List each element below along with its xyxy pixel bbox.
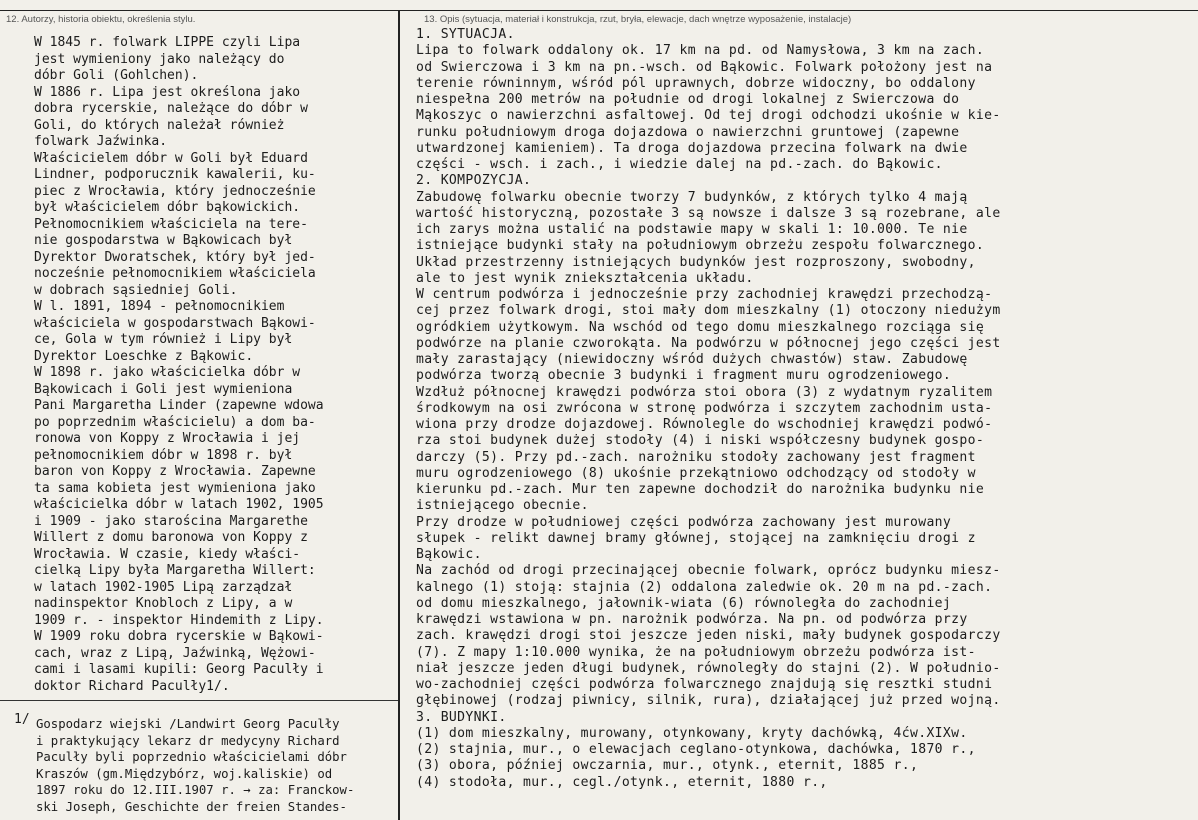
history-text-line: W 1845 r. folwark LIPPE czyli Lipa [34, 35, 301, 50]
description-column [416, 27, 1186, 791]
top-rule [0, 10, 1198, 11]
description-text-line: ale to jest wynik zniekształcenia układu. [416, 270, 754, 286]
history-text-line: Wrocławia. W czasie, kiedy właści- [34, 546, 301, 562]
history-text-line: ce, Gola w tym również i Lipy był [34, 332, 293, 347]
description-text-line: mały zarastający (niewidoczny wśród dużych chwastów) staw. Zabudowę [416, 352, 968, 367]
footnote-line: i praktykujący lekarz dr medycyny Richard [36, 733, 340, 748]
history-text-line: cielką Lipy była Margaretha Willert: [34, 563, 316, 578]
history-text-line: ronowa von Koppy z Wrocławia i jej [34, 431, 301, 446]
footnote-rule [0, 700, 398, 701]
description-text-line: Zabudowę folwarku obecnie tworzy 7 budynków, z których tylko 4 mają [416, 189, 968, 205]
history-text-line: dóbr Goli (Gohlchen). [34, 68, 199, 83]
description-text-line: środkowym na osi zwrócona w stronę podwórza i szczytem zachodnim usta- [416, 400, 993, 416]
history-text-line: W 1886 r. Lipa jest określona jako [34, 84, 301, 100]
history-text-line: baron von Koppy z Wrocławia. Zapewne [34, 464, 316, 479]
history-text-line: folwark Jaźwinka. [34, 134, 168, 149]
history-text-line: właściciela w gospodarstwach Bąkowi- [34, 315, 316, 331]
footnote-line: Gospodarz wiejski /Landwirt Georg Paculły [36, 717, 340, 731]
history-text-line: właścicielka dóbr w latach 1902, 1905 [34, 497, 324, 512]
history-text-line: Bąkowicach i Goli jest wymieniona [34, 381, 293, 397]
description-text-line: kierunku pd.-zach. Mur ten zapewne dochodził do narożnika budynku nie [416, 482, 985, 497]
history-text-line: w latach 1902-1905 Lipą zarządzał [34, 579, 293, 595]
description-text-line: 2. KOMPOZYCJA. [416, 173, 532, 189]
description-text-line: Przy drodze w południowej części podwórza zachowany jest murowany [416, 514, 952, 530]
history-text-line: W l. 1891, 1894 - pełnomocnikiem [34, 299, 285, 314]
history-text-line: Pani Margaretha Linder (zapewne wdowa [34, 398, 324, 413]
footnote-mark: 1/ [14, 712, 30, 727]
history-text-line: Pełnomocnikiem właściciela na tere- [34, 216, 308, 232]
description-text-line: wartość historyczną, pozostałe 3 są nowsze i dalsze 3 są rozebrane, ale [416, 205, 1001, 221]
history-text-line: jest wymieniony jako należący do [34, 51, 285, 67]
description-text-line: Na zachód od drogi przecinającej obecnie folwark, oprócz budynku miesz- [416, 563, 1001, 579]
history-text-line: Dyrektor Loeschke z Bąkowic. [34, 348, 254, 364]
description-text-line: 3. BUDYNKI. [416, 709, 507, 725]
description-text-line: muru ogrodzeniowego (8) ukośnie przekątniowo odchodzący od stodoły w [416, 465, 976, 481]
description-text-line: terenie równinnym, wśród pól uprawnych, dobrze widoczny, bo oddalony [416, 75, 976, 91]
description-text-line: ich zarys można ustalić na podstawie mapy w skali 1: 10.000. Te nie [416, 222, 968, 237]
history-text-line: cach, wraz z Lipą, Jaźwinką, Wężowi- [34, 645, 316, 661]
description-text-line: Lipa to folwark oddalony ok. 17 km na pd. od Namysłowa, 3 km na zach. [416, 43, 985, 59]
history-column [34, 35, 392, 695]
description-text-line: podwórze na planie czworokąta. Na podwórzu w północnej jego części jest [416, 335, 1001, 351]
description-text-line: (2) stajnia, mur., o elewacjach ceglano-otynkowa, dachówka, 1870 r., [416, 742, 976, 757]
description-text-line: ogródkiem użytkowym. Na wschód od tego domu mieszkalnego rozciąga się [416, 319, 985, 335]
description-text-line: (7). Z mapy 1:10.000 wynika, że na południowym obrzeżu podwórza ist- [416, 644, 976, 660]
description-text-line: podwórza tworzą obecnie 3 budynki i fragment muru ogrodzeniowego. [416, 368, 952, 384]
history-text-line: piec z Wrocławia, który jednocześnie [34, 183, 316, 199]
footnote-line: 1897 roku do 12.III.1907 r. → za: Franckow- [36, 783, 355, 797]
description-text-line: (1) dom mieszkalny, murowany, otynkowany, kryty dachówką, 4ćw.XIXw. [416, 725, 968, 741]
description-text-line: W centrum podwórza i jednocześnie przy zachodniej krawędzi przechodzą- [416, 287, 993, 302]
history-text-line: Willert z domu baronowa von Koppy z [34, 530, 308, 545]
description-text-line: cej przez folwark drogi, stoi mały dom mieszkalny (1) otoczony niedużym [416, 303, 1001, 319]
description-text-line: niespełna 200 metrów na południe od drogi lokalnej z Świerczowa do [416, 92, 960, 107]
description-text-line: 1. SYTUACJA. [416, 27, 515, 42]
history-text-line: był właścicielem dóbr bąkowickich. [34, 200, 301, 215]
description-text-line: rza stoi budynek dużej stodoły (4) i niski współczesny budynek gospo- [416, 433, 985, 449]
history-text-line: cami i lasami kupili: Georg Paculły i [34, 662, 324, 677]
history-text-line: W 1898 r. jako właścicielka dóbr w [34, 365, 301, 380]
description-text-line: Bąkowic. [416, 547, 482, 562]
history-text-line: Właścicielem dóbr w Goli był Eduard [34, 150, 308, 166]
history-text-line: nie gospodarstwa w Bąkowicach był [34, 233, 293, 248]
history-text-line: 1909 r. - inspektor Hindemith z Lipy. [34, 612, 324, 628]
description-text-line: krawędzi wstawiona w pn. narożnik podwórza. Na pn. od podwórza przy [416, 612, 968, 627]
history-text-line: i 1909 - jako starościna Margarethe [34, 513, 308, 529]
footnote [36, 716, 388, 815]
history-text-line: doktor Richard Paculły1/. [34, 678, 230, 694]
description-text-line: istniejącego obecnie. [416, 498, 589, 514]
description-text-line: (4) stodoła, mur., cegl./otynk., eternit, 1880 r., [416, 774, 828, 790]
description-text-line: (3) obora, później owczarnia, mur., otynk., eternit, 1885 r., [416, 758, 919, 774]
section-13-header: 13. Opis (sytuacja, materiał i konstrukcja, rzut, bryła, elewacje, dach wnętrze wyposażenie, instalacje) [424, 14, 852, 25]
description-text-line: od Świerczowa i 3 km na pn.-wsch. od Bąkowic. Folwark położony jest na [416, 59, 993, 75]
description-text-line: niał jeszcze jeden długi budynek, równoległy do stajni (2). W południo- [416, 660, 1001, 676]
history-text-line: nocześnie pełnomocnikiem właściciela [34, 266, 316, 281]
history-text-line: Dyrektor Dworatschek, który był jed- [34, 249, 316, 265]
history-text-line: nadinspektor Knobloch z Lipy, a w [34, 596, 293, 611]
footnote-line: ski Joseph, Geschichte der freien Standes- [36, 799, 347, 814]
history-text-line: po poprzednim właścicielu) a dom ba- [34, 414, 316, 430]
history-text-line: ta sama kobieta jest wymieniona jako [34, 480, 316, 496]
description-text-line: kalnego (1) stoją: stajnia (2) oddalona zaledwie ok. 20 m na pd.-zach. [416, 579, 993, 595]
description-text-line: głębinowej (rodzaj piwnicy, silnik, rura), działającej już przed wojną. [416, 693, 1001, 709]
history-text-line: Lindner, podporucznik kawalerii, ku- [34, 167, 316, 182]
footnote-line: Kraszów (gm.Międzybórz, woj.kaliskie) od [36, 766, 333, 781]
description-text-line: zach. krawędzi drogi stoi jeszcze jeden niski, mały budynek gospodarczy [416, 628, 1001, 644]
footnote-line: Paculły byli poprzednio właścicielami dóbr [36, 750, 347, 764]
description-text-line: wo-zachodniej części podwórza folwarcznego znajdują się resztki studni [416, 677, 993, 692]
history-text-line: Goli, do których należał również [34, 117, 285, 133]
description-text-line: Mąkoszyc o nawierzchni asfaltowej. Od tej drogi odchodzi ukośnie w kie- [416, 108, 1001, 124]
description-text-line: utwardzonej kamieniem). Ta droga dojazdowa przecina folwark na dwie [416, 140, 968, 156]
description-text-line: części - wsch. i zach., i wiedzie dalej na pd.-zach. do Bąkowic. [416, 157, 943, 172]
description-text-line: runku południowym droga dojazdowa o nawierzchni gruntowej (zapewne [416, 124, 960, 140]
description-text-line: słupek - relikt dawnej bramy głównej, stojącej na zamknięciu drogi z [416, 530, 976, 546]
description-text-line: darczy (5). Przy pd.-zach. narożniku stodoły zachowany jest fragment [416, 449, 976, 465]
column-divider [398, 10, 400, 820]
history-text-line: W 1909 roku dobra rycerskie w Bąkowi- [34, 629, 324, 644]
description-text-line: wiona przy drodze dojazdowej. Równolegle do wschodniej krawędzi podwó- [416, 417, 993, 432]
section-12-header: 12. Autorzy, historia obiektu, określenia stylu. [6, 14, 196, 25]
description-text-line: istniejące budynki stały na południowym obrzeżu zespołu folwarcznego. [416, 238, 985, 254]
history-text-line: pełnomocnikiem dóbr w 1898 r. był [34, 447, 293, 463]
history-text-line: dobra rycerskie, należące do dóbr w [34, 101, 308, 116]
history-text-line: w dobrach sąsiedniej Goli. [34, 282, 238, 298]
description-text-line: od domu mieszkalnego, jałownik-wiata (6) równoległa do zachodniej [416, 595, 952, 611]
description-text-line: Wzdłuż północnej krawędzi podwórza stoi obora (3) z wydatnym ryzalitem [416, 384, 993, 400]
description-text-line: Układ przestrzenny istniejących budynków jest rozproszony, swobodny, [416, 254, 976, 270]
